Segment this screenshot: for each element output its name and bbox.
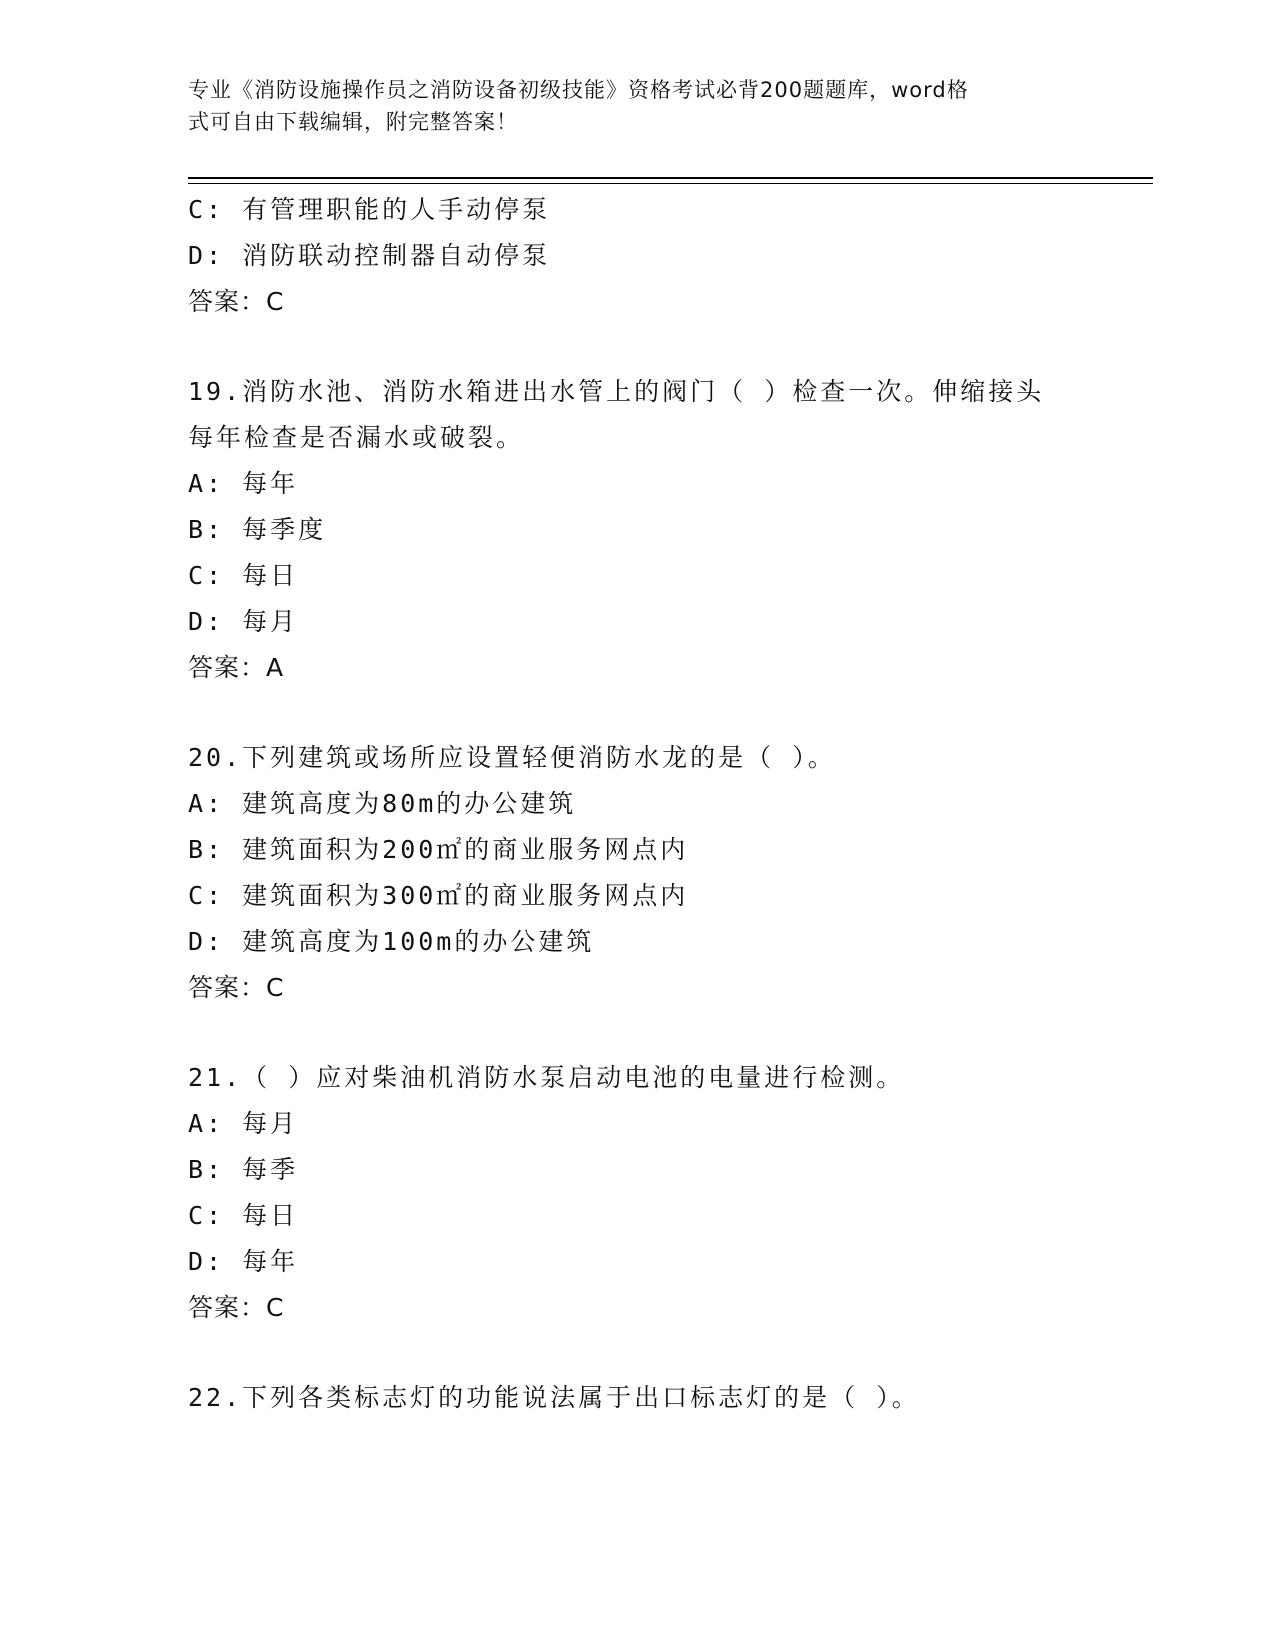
- option-c: C: 每日: [188, 1201, 299, 1230]
- header-line-1: 专业《消防设施操作员之消防设备初级技能》资格考试必背200题题库，word格: [188, 78, 969, 102]
- question-content: [188, 187, 1153, 1421]
- option-a: A: 每月: [188, 1109, 299, 1138]
- document-header: [188, 74, 1068, 138]
- option-d: D: 每月: [188, 607, 299, 636]
- header-line-2: 式可自由下载编辑，附完整答案！: [188, 110, 518, 134]
- header-divider-thick: [188, 177, 1153, 179]
- option-b: B: 建筑面积为200㎡的商业服务网点内: [188, 835, 689, 864]
- question-stem: 20.下列建筑或场所应设置轻便消防水龙的是（ ）。: [188, 743, 836, 772]
- header-divider-thin: [188, 183, 1153, 184]
- option-c: C: 每日: [188, 561, 299, 590]
- answer: 答案：C: [188, 1293, 285, 1322]
- option-c: C: 有管理职能的人手动停泵: [188, 195, 551, 224]
- option-b: B: 每季度: [188, 515, 327, 544]
- option-c: C: 建筑面积为300㎡的商业服务网点内: [188, 881, 689, 910]
- option-a: A: 每年: [188, 469, 299, 498]
- question-stem: 21.（ ）应对柴油机消防水泵启动电池的电量进行检测。: [188, 1063, 905, 1092]
- question-stem: 19.消防水池、消防水箱进出水管上的阀门（ ）检查一次。伸缩接头: [188, 377, 1045, 406]
- answer: 答案：A: [188, 653, 285, 682]
- option-a: A: 建筑高度为80m的办公建筑: [188, 789, 577, 818]
- option-d: D: 消防联动控制器自动停泵: [188, 241, 551, 270]
- question-18-tail: [188, 187, 1153, 325]
- option-d: D: 建筑高度为100m的办公建筑: [188, 927, 595, 956]
- question-stem-continued: 每年检查是否漏水或破裂。: [188, 423, 525, 452]
- question-21: [188, 1055, 1153, 1331]
- question-22: [188, 1375, 1153, 1421]
- question-stem: 22.下列各类标志灯的功能说法属于出口标志灯的是（ ）。: [188, 1383, 920, 1412]
- question-19: [188, 369, 1153, 691]
- answer: 答案：C: [188, 287, 285, 316]
- option-b: B: 每季: [188, 1155, 299, 1184]
- question-20: [188, 735, 1153, 1011]
- option-d: D: 每年: [188, 1247, 299, 1276]
- answer: 答案：C: [188, 973, 285, 1002]
